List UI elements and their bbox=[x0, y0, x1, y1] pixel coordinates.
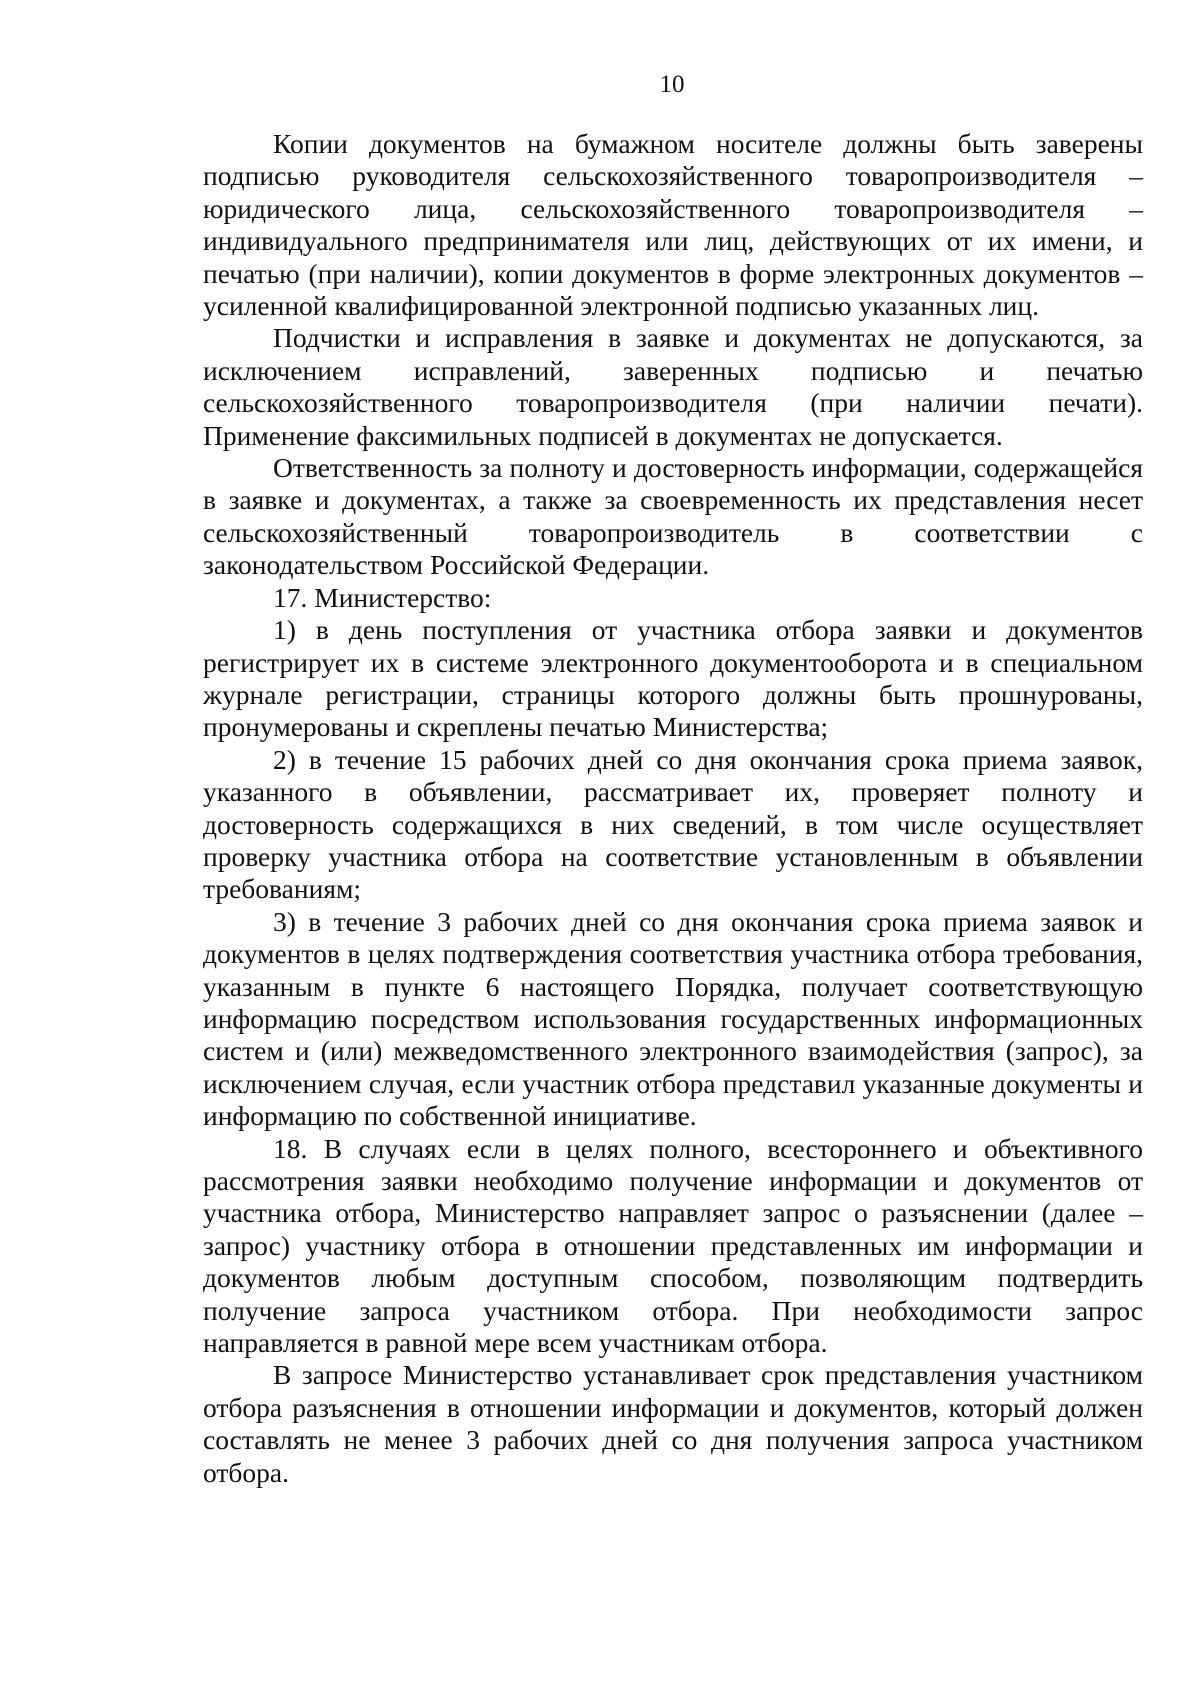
paragraph-item-2: 2) в течение 15 рабочих дней со дня окончания срока приема заявок, указанного в объявлении, рассматривает их, проверяет полноту и достоверность содержащихся в них сведений, в том числе осуществляет проверку участника отбора на соответствие установленным в объявлении требованиям; bbox=[203, 743, 1143, 905]
paragraph-responsibility: Ответственность за полноту и достоверность информации, содержащейся в заявке и документах, а также за своевременность их представления несет сельскохозяйственный товаропроизводитель в соответствии с законодательством Российской Федерации. bbox=[203, 452, 1143, 581]
paragraph-item-3: 3) в течение 3 рабочих дней со дня окончания срока приема заявок и документов в целях подтверждения соответствия участника отбора требования, указанным в пункте 6 настоящего Порядка, получает соответствующую информацию посредством использования государственных информационных систем и (или) межведомственного электронного взаимодействия (запрос), за исключением случая, если участник отбора представил указанные документы и информацию по собственной инициативе. bbox=[203, 905, 1143, 1132]
paragraph-request-deadline: В запросе Министерство устанавливает срок представления участником отбора разъяснения в отношении информации и документов, который должен составлять не менее 3 рабочих дней со дня получения запроса участником отбора. bbox=[203, 1359, 1143, 1488]
paragraph-item-1: 1) в день поступления от участника отбора заявки и документов регистрирует их в системе электронного документооборота и в специальном журнале регистрации, страницы которого должны быть прошнурованы, пронумерованы и скреплены печатью Министерства; bbox=[203, 614, 1143, 743]
page-number: 10 bbox=[659, 71, 685, 98]
paragraph-clause-18: 18. В случаях если в целях полного, всестороннего и объективного рассмотрения заявки необходимо получение информации и документов от участника отбора, Министерство направляет запрос о разъяснении (далее – запрос) участнику отбора в отношении представленных им информации и документов любым доступным способом, позволяющим подтвердить получение запроса участником отбора. При необходимости запрос направляется в равной мере всем участникам отбора. bbox=[203, 1132, 1143, 1359]
paragraph-clause-17: 17. Министерство: bbox=[273, 581, 492, 613]
paragraph-certification: Копии документов на бумажном носителе должны быть заверены подписью руководителя сельскохозяйственного товаропроизводителя – юридического лица, сельскохозяйственного товаропроизводителя – индивидуального предпринимателя или лиц, действующих от их имени, и печатью (при наличии), копии документов в форме электронных документов – усиленной квалифицированной электронной подписью указанных лиц. bbox=[203, 128, 1143, 322]
paragraph-corrections: Подчистки и исправления в заявке и документах не допускаются, за исключением исправлений, заверенных подписью и печатью сельскохозяйственного товаропроизводителя (при наличии печати). Применение факсимильных подписей в документах не допускается. bbox=[203, 322, 1143, 451]
document-body bbox=[203, 128, 1143, 1489]
